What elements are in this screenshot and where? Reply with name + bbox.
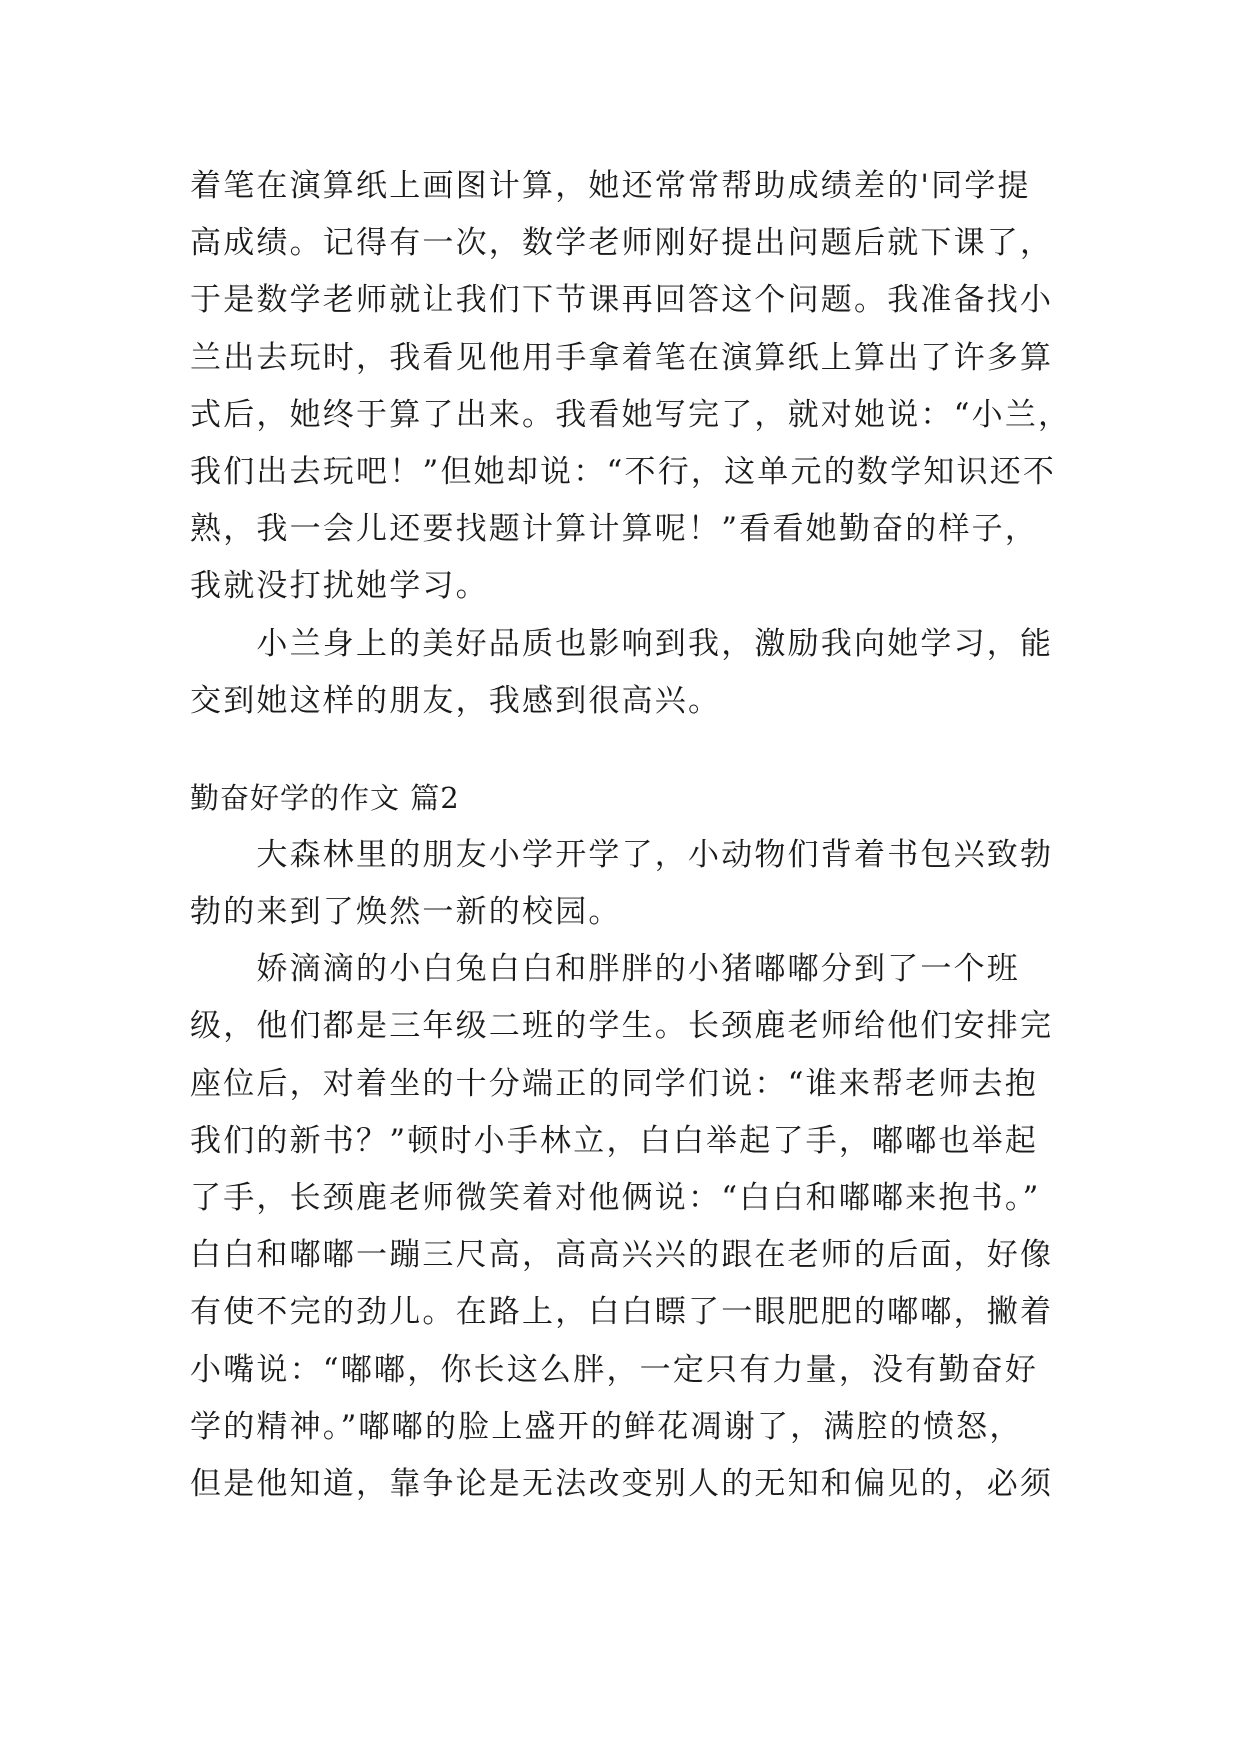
text-line: 但是他知道，靠争论是无法改变别人的无知和偏见的，必须 — [190, 1465, 1054, 1502]
text-line: 学的精神。”嘟嘟的脸上盛开的鲜花凋谢了，满腔的愤怒， — [190, 1408, 1023, 1445]
text-line: 勃的来到了焕然一新的校园。 — [190, 894, 622, 931]
text-line: 小嘴说：“嘟嘟，你长这么胖，一定只有力量，没有勤奋好 — [190, 1351, 1039, 1388]
text-line: 交到她这样的朋友，我感到很高兴。 — [190, 682, 722, 719]
text-line: 有使不完的劲儿。在路上，白白瞟了一眼肥肥的嘟嘟，撇着 — [190, 1294, 1054, 1331]
text-line: 高成绩。记得有一次，数学老师刚好提出问题后就下课了， — [190, 225, 1054, 262]
text-line: 我们的新书？”顿时小手林立，白白举起了手，嘟嘟也举起 — [190, 1122, 1039, 1159]
text-line: 了手，长颈鹿老师微笑着对他俩说：“白白和嘟嘟来抱书。” — [190, 1180, 1041, 1216]
text-line: 着笔在演算纸上画图计算，她还常常帮助成绩差的'同学提 — [190, 168, 1031, 204]
section-heading: 勤奋好学的作文 篇2 — [190, 780, 460, 815]
text-line: 白白和嘟嘟一蹦三尺高，高高兴兴的跟在老师的后面，好像 — [190, 1237, 1054, 1274]
text-line: 娇滴滴的小白兔白白和胖胖的小猪嘟嘟分到了一个班 — [190, 951, 1020, 988]
text-line: 级，他们都是三年级二班的学生。长颈鹿老师给他们安排完 — [190, 1008, 1054, 1045]
text-line: 我们出去玩吧！”但她却说：“不行，这单元的数学知识还不 — [190, 453, 1057, 490]
text-line: 式后，她终于算了出来。我看她写完了，就对她说：“小兰， — [190, 396, 1072, 433]
text-line: 座位后，对着坐的十分端正的同学们说：“谁来帮老师去抱 — [190, 1065, 1039, 1102]
text-line: 小兰身上的美好品质也影响到我，激励我向她学习，能 — [190, 625, 1054, 662]
paragraph-block-2 — [190, 827, 1060, 1513]
paragraph-block-1 — [190, 158, 1072, 730]
text-line: 我就没打扰她学习。 — [190, 568, 489, 605]
text-line: 于是数学老师就让我们下节课再回答这个问题。我准备找小 — [190, 282, 1054, 319]
text-line: 兰出去玩时，我看见他用手拿着笔在演算纸上算出了许多算 — [190, 339, 1054, 376]
document-page — [190, 158, 1072, 1513]
text-line: 大森林里的朋友小学开学了，小动物们背着书包兴致勃 — [190, 836, 1054, 873]
text-line: 熟，我一会儿还要找题计算计算呢！”看看她勤奋的样子， — [190, 511, 1039, 548]
